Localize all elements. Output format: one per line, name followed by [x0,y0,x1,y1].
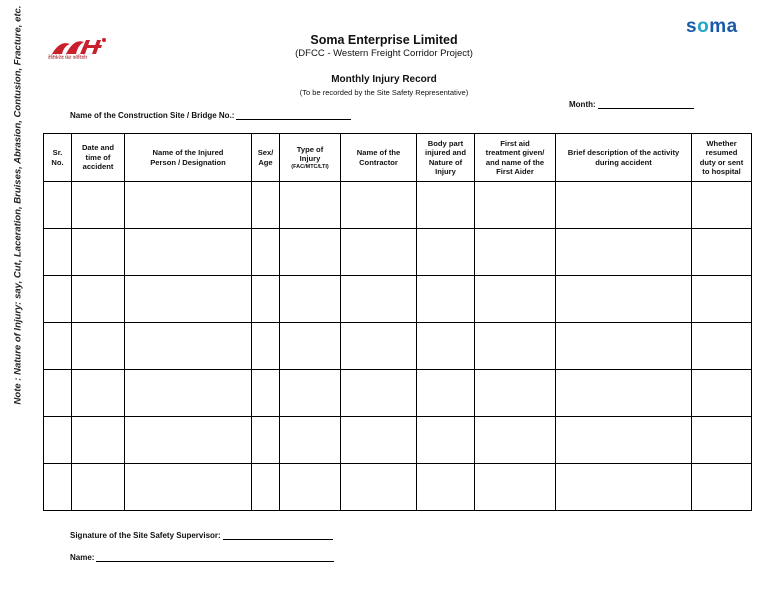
table-row [44,182,752,229]
table-body [44,182,752,511]
table-cell[interactable] [252,464,280,511]
column-header-note: (FAC/MTC/LTI) [291,163,329,170]
column-header-line: Sex/ [257,148,274,158]
column-header-line: Injury [435,166,456,176]
column-header [72,134,125,182]
table-cell[interactable] [417,276,475,323]
table-cell[interactable] [252,417,280,464]
column-header-line: Contractor [359,157,398,167]
column-header-line: Type of [296,144,324,154]
table-cell[interactable] [341,323,417,370]
soma-logo-o: o [697,16,710,37]
table-row [44,276,752,323]
soma-logo-s: s [686,16,698,37]
column-header-line: Whether [706,138,737,148]
column-header-line: Body part [427,138,464,148]
table-cell[interactable] [44,276,72,323]
table-cell[interactable] [475,464,556,511]
table-cell[interactable] [556,182,692,229]
table-cell[interactable] [475,370,556,417]
column-header-line: Nature of [428,157,463,167]
table-cell[interactable] [44,323,72,370]
column-header [280,134,341,182]
table-cell[interactable] [72,182,125,229]
table-cell[interactable] [125,229,252,276]
month-label: Month: [569,100,596,109]
table-header-row [44,134,752,182]
supervisor-signature-field[interactable] [70,531,333,540]
injury-record-table [43,133,752,511]
month-field[interactable] [569,100,694,109]
table-row [44,370,752,417]
table-cell[interactable] [72,417,125,464]
table-cell[interactable] [556,229,692,276]
table-cell[interactable] [44,229,72,276]
table-cell[interactable] [280,276,341,323]
table-cell[interactable] [44,417,72,464]
column-header [556,134,692,182]
form-title: Monthly Injury Record [331,74,437,85]
column-header-line: treatment given/ [485,148,545,158]
table-cell[interactable] [280,370,341,417]
column-header-line: Sr. [52,148,63,158]
table-cell[interactable] [417,370,475,417]
table-cell[interactable] [125,417,252,464]
table-row [44,229,752,276]
column-header-line: Age [258,157,273,167]
table-cell[interactable] [72,276,125,323]
table-cell[interactable] [341,229,417,276]
table-cell[interactable] [280,323,341,370]
table-cell[interactable] [417,229,475,276]
table-cell[interactable] [252,370,280,417]
supervisor-name-label: Name: [70,553,95,562]
column-header-line: resumed [705,148,738,158]
table-cell[interactable] [475,276,556,323]
supervisor-name-blank[interactable] [96,553,334,562]
table-cell[interactable] [280,229,341,276]
table-cell[interactable] [692,323,752,370]
column-header [692,134,752,182]
column-header-line: and name of the [485,157,545,167]
table-cell[interactable] [475,323,556,370]
column-header-line: No. [51,157,64,167]
form-subtitle: (To be recorded by the Site Safety Representative) [299,88,469,97]
table-cell[interactable] [125,323,252,370]
nature-of-injury-note: Note : Nature of Injury: say, Cut, Laceration, Bruises, Abrasion, Contusion, Fracture, etc. [12,5,24,404]
table-cell[interactable] [417,182,475,229]
column-header [252,134,280,182]
column-header-line: to hospital [702,166,741,176]
table-cell[interactable] [556,464,692,511]
column-header-line: Date and [81,143,115,153]
construction-site-blank[interactable] [236,111,351,120]
column-header-line: First Aider [496,166,534,176]
table-cell[interactable] [125,464,252,511]
supervisor-signature-label: Signature of the Site Safety Supervisor: [70,531,221,540]
construction-site-label: Name of the Construction Site / Bridge No.: [70,111,235,120]
table-cell[interactable] [341,417,417,464]
table-cell[interactable] [44,464,72,511]
soma-logo-ma: ma [709,16,738,37]
table-cell[interactable] [44,370,72,417]
table-cell[interactable] [475,229,556,276]
table-cell[interactable] [252,276,280,323]
table-cell[interactable] [125,276,252,323]
column-header [341,134,417,182]
table-cell[interactable] [692,417,752,464]
column-header-line: First aid [500,138,530,148]
table-cell[interactable] [72,370,125,417]
table-cell[interactable] [417,464,475,511]
column-header-line: Name of the Injured [152,148,224,158]
table-cell[interactable] [252,229,280,276]
supervisor-signature-blank[interactable] [223,531,333,540]
table-cell[interactable] [692,182,752,229]
table-cell[interactable] [692,464,752,511]
table-cell[interactable] [692,370,752,417]
table-cell[interactable] [125,370,252,417]
table-cell[interactable] [341,370,417,417]
column-header [417,134,475,182]
column-header-line: Person / Designation [150,157,226,167]
table-cell[interactable] [341,182,417,229]
table-cell[interactable] [692,229,752,276]
table-cell[interactable] [341,464,417,511]
table-cell[interactable] [72,464,125,511]
table-row [44,417,752,464]
table-cell[interactable] [692,276,752,323]
column-header-line: during accident [595,157,652,167]
side-note [6,5,30,404]
table-cell[interactable] [280,182,341,229]
column-header-line: injured and [425,148,466,158]
month-blank[interactable] [598,100,694,109]
supervisor-name-field[interactable] [70,553,334,562]
company-name: Soma Enterprise Limited [310,33,458,47]
table-cell[interactable] [280,464,341,511]
table-cell[interactable] [72,229,125,276]
column-header-line: time of [85,152,111,162]
dfc-logo-caption: डेडिकेटेड फ्रेट कॉरिडोर [48,55,88,61]
table-cell[interactable] [44,182,72,229]
table-cell[interactable] [417,417,475,464]
column-header-line: accident [82,162,114,172]
column-header-line: Injury [299,154,321,164]
table-row [44,464,752,511]
column-header-line: Brief description of the activity [567,148,680,158]
table-cell[interactable] [475,417,556,464]
table-cell[interactable] [252,323,280,370]
column-header-line: duty or sent [699,157,744,167]
table-cell[interactable] [280,417,341,464]
column-header [475,134,556,182]
project-name: (DFCC - Western Freight Corridor Project) [295,48,473,59]
construction-site-field[interactable] [70,111,351,120]
table-cell[interactable] [475,182,556,229]
table-cell[interactable] [341,276,417,323]
column-header [125,134,252,182]
table-cell[interactable] [72,323,125,370]
column-header [44,134,72,182]
table-cell[interactable] [556,417,692,464]
table-cell[interactable] [556,276,692,323]
table-cell[interactable] [556,370,692,417]
table-cell[interactable] [125,182,252,229]
table-cell[interactable] [417,323,475,370]
column-header-line: Name of the [356,148,401,158]
table-cell[interactable] [556,323,692,370]
table-row [44,323,752,370]
table-cell[interactable] [252,182,280,229]
